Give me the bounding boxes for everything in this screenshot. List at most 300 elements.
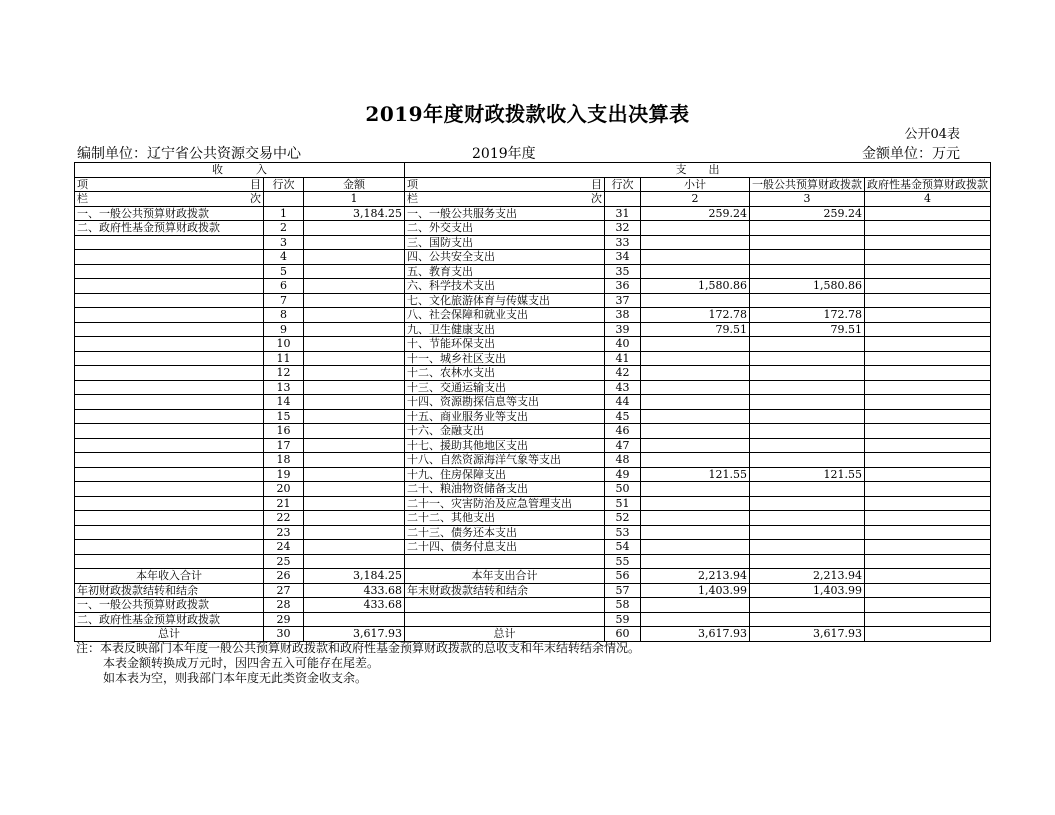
income-line-no-cell: 4 [264, 250, 304, 265]
income-amount-cell [304, 351, 405, 366]
income-line-no-cell: 22 [264, 511, 304, 526]
income-item-cell [75, 308, 264, 323]
income-col-label: 栏 次 [75, 192, 264, 207]
page-title: 2019年度财政拨款收入支出决算表 [365, 102, 690, 126]
expense-general-cell: 172.78 [750, 308, 865, 323]
header-row-colno [75, 192, 991, 207]
expense-item-cell: 二十二、其他支出 [405, 511, 605, 526]
expense-item-cell [405, 598, 605, 613]
expense-line-no-cell: 45 [605, 409, 641, 424]
income-line-no-cell: 14 [264, 395, 304, 410]
expense-subtotal-cell: 121.55 [641, 467, 750, 482]
expense-subtotal-cell [641, 453, 750, 468]
expense-line-header: 行次 [605, 177, 641, 192]
expense-general-cell [750, 380, 865, 395]
table-row [75, 366, 991, 381]
income-line-no-cell: 11 [264, 351, 304, 366]
income-item-cell [75, 380, 264, 395]
income-amount-cell [304, 380, 405, 395]
expense-fund-cell [865, 409, 991, 424]
expense-subtotal-cell [641, 554, 750, 569]
expense-general-cell [750, 496, 865, 511]
table-row [75, 569, 991, 584]
expense-general-cell: 3,617.93 [750, 627, 865, 642]
expense-header: 支 出 [405, 163, 991, 178]
expense-subtotal-cell: 1,403.99 [641, 583, 750, 598]
income-amount-cell [304, 612, 405, 627]
expense-line-no-cell: 32 [605, 221, 641, 236]
income-amount-cell [304, 337, 405, 352]
expense-subtotal-cell [641, 250, 750, 265]
expense-fund-cell [865, 380, 991, 395]
expense-item-cell: 六、科学技术支出 [405, 279, 605, 294]
table-row [75, 351, 991, 366]
expense-line-no-cell: 52 [605, 511, 641, 526]
expense-subtotal-cell [641, 351, 750, 366]
expense-general-cell [750, 525, 865, 540]
income-line-no-cell: 15 [264, 409, 304, 424]
income-item-cell: 一、一般公共预算财政拨款 [75, 206, 264, 221]
income-amount-cell [304, 467, 405, 482]
income-item-cell [75, 366, 264, 381]
income-amount-cell [304, 511, 405, 526]
expense-general-cell: 1,403.99 [750, 583, 865, 598]
expense-subtotal-cell [641, 366, 750, 381]
expense-item-cell: 十四、资源勘探信息等支出 [405, 395, 605, 410]
expense-fund-cell [865, 366, 991, 381]
income-item-cell [75, 482, 264, 497]
expense-general-cell [750, 453, 865, 468]
expense-fund-cell [865, 525, 991, 540]
expense-general-cell [750, 598, 865, 613]
income-line-no-cell: 7 [264, 293, 304, 308]
expense-general-cell [750, 511, 865, 526]
table-row [75, 554, 991, 569]
header-row-columns [75, 177, 991, 192]
table-row [75, 482, 991, 497]
expense-fund-header: 政府性基金预算财政拨款 [865, 177, 991, 192]
compiling-unit: 编制单位：辽宁省公共资源交易中心 [77, 146, 301, 162]
expense-general-cell [750, 293, 865, 308]
income-amount-cell: 433.68 [304, 598, 405, 613]
expense-subtotal-cell [641, 598, 750, 613]
expense-line-no-cell: 59 [605, 612, 641, 627]
table-row [75, 221, 991, 236]
income-line-no-cell: 25 [264, 554, 304, 569]
table-row [75, 511, 991, 526]
note-2: 本表金额转换成万元时，因四舍五入可能存在尾差。 [103, 656, 380, 670]
table-row [75, 264, 991, 279]
expense-general-cell [750, 612, 865, 627]
expense-general-cell: 1,580.86 [750, 279, 865, 294]
income-line-no-cell: 26 [264, 569, 304, 584]
income-line-no-cell: 2 [264, 221, 304, 236]
income-line-no-cell: 20 [264, 482, 304, 497]
expense-fund-cell [865, 627, 991, 642]
income-amount-cell [304, 322, 405, 337]
expense-item-cell: 九、卫生健康支出 [405, 322, 605, 337]
income-amount-cell: 3,184.25 [304, 206, 405, 221]
expense-fund-cell [865, 206, 991, 221]
income-amount-cell [304, 293, 405, 308]
income-amount-header: 金额 [304, 177, 405, 192]
expense-line-no-cell: 60 [605, 627, 641, 642]
expense-fund-cell [865, 511, 991, 526]
expense-line-no-cell: 46 [605, 424, 641, 439]
expense-fund-cell [865, 598, 991, 613]
income-item-cell [75, 525, 264, 540]
income-amount-cell [304, 424, 405, 439]
income-amount-cell [304, 221, 405, 236]
income-item-cell [75, 293, 264, 308]
income-amount-cell [304, 264, 405, 279]
income-amount-cell: 3,617.93 [304, 627, 405, 642]
income-amount-cell [304, 554, 405, 569]
expense-fund-cell [865, 322, 991, 337]
expense-subtotal-cell [641, 264, 750, 279]
income-item-cell [75, 279, 264, 294]
expense-line-no-cell: 56 [605, 569, 641, 584]
income-item-cell: 二、政府性基金预算财政拨款 [75, 612, 264, 627]
expense-subtotal-cell: 172.78 [641, 308, 750, 323]
income-item-cell [75, 250, 264, 265]
budget-table [74, 162, 991, 642]
income-item-cell [75, 322, 264, 337]
expense-fund-cell [865, 438, 991, 453]
income-col-amount: 1 [304, 192, 405, 207]
income-amount-cell [304, 453, 405, 468]
income-item-cell: 一、一般公共预算财政拨款 [75, 598, 264, 613]
table-row [75, 293, 991, 308]
income-item-cell: 总计 [75, 627, 264, 642]
table-row [75, 598, 991, 613]
expense-line-no-cell: 42 [605, 366, 641, 381]
expense-general-cell [750, 337, 865, 352]
income-item-cell: 年初财政拨款结转和结余 [75, 583, 264, 598]
income-amount-cell [304, 540, 405, 555]
expense-fund-cell [865, 221, 991, 236]
expense-item-cell: 十八、自然资源海洋气象等支出 [405, 453, 605, 468]
income-item-cell [75, 554, 264, 569]
expense-fund-cell [865, 293, 991, 308]
table-row [75, 583, 991, 598]
income-line-no-cell: 29 [264, 612, 304, 627]
income-item-cell [75, 453, 264, 468]
income-item-cell: 本年收入合计 [75, 569, 264, 584]
expense-general-cell [750, 409, 865, 424]
table-row [75, 612, 991, 627]
income-line-no-cell: 16 [264, 424, 304, 439]
expense-general-cell [750, 438, 865, 453]
expense-item-cell: 十三、交通运输支出 [405, 380, 605, 395]
expense-line-no-cell: 40 [605, 337, 641, 352]
expense-subtotal-cell [641, 511, 750, 526]
expense-line-no-cell: 53 [605, 525, 641, 540]
expense-subtotal-cell: 1,580.86 [641, 279, 750, 294]
table-row [75, 496, 991, 511]
expense-general-cell: 121.55 [750, 467, 865, 482]
income-line-no-cell: 9 [264, 322, 304, 337]
expense-general-cell [750, 250, 865, 265]
expense-fund-cell [865, 395, 991, 410]
expense-line-no-cell: 37 [605, 293, 641, 308]
income-item-cell: 二、政府性基金预算财政拨款 [75, 221, 264, 236]
expense-item-cell: 四、公共安全支出 [405, 250, 605, 265]
expense-subtotal-cell [641, 337, 750, 352]
expense-line-no-cell: 31 [605, 206, 641, 221]
table-row [75, 424, 991, 439]
table-row [75, 540, 991, 555]
expense-subtotal-cell: 259.24 [641, 206, 750, 221]
income-item-cell [75, 409, 264, 424]
expense-subtotal-cell [641, 424, 750, 439]
table-row [75, 322, 991, 337]
expense-fund-cell [865, 351, 991, 366]
form-number: 公开04表 [904, 127, 960, 142]
expense-general-cell [750, 540, 865, 555]
income-amount-cell [304, 525, 405, 540]
income-line-no-cell: 5 [264, 264, 304, 279]
expense-item-cell: 十六、金融支出 [405, 424, 605, 439]
expense-line-no-cell: 47 [605, 438, 641, 453]
expense-item-cell: 年末财政拨款结转和结余 [405, 583, 605, 598]
expense-item-cell: 八、社会保障和就业支出 [405, 308, 605, 323]
expense-general-cell [750, 395, 865, 410]
expense-subtotal-cell [641, 612, 750, 627]
expense-fund-cell [865, 612, 991, 627]
income-amount-cell [304, 496, 405, 511]
income-line-no-cell: 21 [264, 496, 304, 511]
expense-line-no-cell: 48 [605, 453, 641, 468]
table-row [75, 467, 991, 482]
expense-fund-cell [865, 337, 991, 352]
note-3: 如本表为空，则我部门本年度无此类资金收支余。 [103, 671, 368, 685]
expense-fund-cell [865, 467, 991, 482]
expense-subtotal-cell [641, 293, 750, 308]
income-amount-cell [304, 250, 405, 265]
expense-general-cell: 259.24 [750, 206, 865, 221]
expense-subtotal-cell [641, 525, 750, 540]
income-amount-cell: 433.68 [304, 583, 405, 598]
table-row [75, 308, 991, 323]
expense-subtotal-cell: 3,617.93 [641, 627, 750, 642]
table-row [75, 279, 991, 294]
expense-line-no-cell: 57 [605, 583, 641, 598]
notes [76, 641, 640, 686]
income-item-cell [75, 337, 264, 352]
income-line-no-cell: 13 [264, 380, 304, 395]
expense-general-cell [750, 221, 865, 236]
income-line-no-cell: 8 [264, 308, 304, 323]
expense-item-header: 项 目 [405, 177, 605, 192]
expense-line-no-cell: 50 [605, 482, 641, 497]
expense-col-general: 3 [750, 192, 865, 207]
expense-item-cell: 五、教育支出 [405, 264, 605, 279]
expense-general-cell [750, 482, 865, 497]
expense-general-cell [750, 424, 865, 439]
expense-line-no-cell: 35 [605, 264, 641, 279]
income-amount-cell [304, 395, 405, 410]
expense-line-no-cell: 39 [605, 322, 641, 337]
expense-subtotal-cell [641, 482, 750, 497]
expense-item-cell [405, 554, 605, 569]
expense-line-no-cell: 34 [605, 250, 641, 265]
income-col-line [264, 192, 304, 207]
expense-general-cell [750, 366, 865, 381]
income-item-cell [75, 540, 264, 555]
expense-fund-cell [865, 264, 991, 279]
income-line-no-cell: 1 [264, 206, 304, 221]
table-row [75, 438, 991, 453]
table-row [75, 395, 991, 410]
expense-fund-cell [865, 496, 991, 511]
income-line-no-cell: 28 [264, 598, 304, 613]
expense-item-cell: 十一、城乡社区支出 [405, 351, 605, 366]
note-1: 注：本表反映部门本年度一般公共预算财政拨款和政府性基金预算财政拨款的总收支和年末结转结余情况。 [76, 641, 641, 655]
income-line-header: 行次 [264, 177, 304, 192]
income-amount-cell [304, 438, 405, 453]
income-amount-cell [304, 482, 405, 497]
expense-line-no-cell: 54 [605, 540, 641, 555]
expense-general-header: 一般公共预算财政拨款 [750, 177, 865, 192]
income-item-cell [75, 235, 264, 250]
fiscal-year: 2019年度 [472, 146, 536, 162]
expense-fund-cell [865, 424, 991, 439]
expense-subtotal-cell: 2,213.94 [641, 569, 750, 584]
expense-subtotal-cell [641, 380, 750, 395]
table-row [75, 409, 991, 424]
expense-line-no-cell: 49 [605, 467, 641, 482]
expense-item-cell: 七、文化旅游体育与传媒支出 [405, 293, 605, 308]
expense-item-cell: 十、节能环保支出 [405, 337, 605, 352]
expense-line-no-cell: 51 [605, 496, 641, 511]
income-item-header: 项 目 [75, 177, 264, 192]
income-line-no-cell: 30 [264, 627, 304, 642]
expense-line-no-cell: 43 [605, 380, 641, 395]
table-row [75, 250, 991, 265]
income-item-cell [75, 264, 264, 279]
table-row [75, 627, 991, 642]
expense-fund-cell [865, 453, 991, 468]
expense-general-cell [750, 351, 865, 366]
expense-subtotal-cell [641, 395, 750, 410]
income-amount-cell: 3,184.25 [304, 569, 405, 584]
income-line-no-cell: 12 [264, 366, 304, 381]
expense-line-no-cell: 44 [605, 395, 641, 410]
income-line-no-cell: 24 [264, 540, 304, 555]
expense-general-cell [750, 264, 865, 279]
expense-fund-cell [865, 482, 991, 497]
expense-general-cell: 79.51 [750, 322, 865, 337]
expense-fund-cell [865, 569, 991, 584]
expense-fund-cell [865, 554, 991, 569]
income-item-cell [75, 511, 264, 526]
expense-subtotal-header: 小计 [641, 177, 750, 192]
expense-general-cell [750, 554, 865, 569]
expense-item-cell: 三、国防支出 [405, 235, 605, 250]
expense-item-cell: 总计 [405, 627, 605, 642]
expense-col-line [605, 192, 641, 207]
expense-fund-cell [865, 540, 991, 555]
expense-item-cell: 二、外交支出 [405, 221, 605, 236]
expense-general-cell [750, 235, 865, 250]
income-line-no-cell: 27 [264, 583, 304, 598]
income-line-no-cell: 10 [264, 337, 304, 352]
expense-subtotal-cell [641, 438, 750, 453]
table-row [75, 525, 991, 540]
table-row [75, 380, 991, 395]
expense-item-cell: 二十、粮油物资储备支出 [405, 482, 605, 497]
income-amount-cell [304, 366, 405, 381]
income-item-cell [75, 467, 264, 482]
expense-line-no-cell: 33 [605, 235, 641, 250]
table-row [75, 453, 991, 468]
expense-col-fund: 4 [865, 192, 991, 207]
income-line-no-cell: 17 [264, 438, 304, 453]
income-line-no-cell: 23 [264, 525, 304, 540]
expense-line-no-cell: 36 [605, 279, 641, 294]
income-amount-cell [304, 409, 405, 424]
expense-fund-cell [865, 279, 991, 294]
expense-col-subtotal: 2 [641, 192, 750, 207]
table-row [75, 235, 991, 250]
expense-line-no-cell: 55 [605, 554, 641, 569]
expense-item-cell: 一、一般公共服务支出 [405, 206, 605, 221]
expense-item-cell: 十九、住房保障支出 [405, 467, 605, 482]
income-item-cell [75, 438, 264, 453]
expense-subtotal-cell [641, 235, 750, 250]
income-header: 收 入 [75, 163, 405, 178]
income-item-cell [75, 395, 264, 410]
expense-subtotal-cell [641, 496, 750, 511]
table-row [75, 206, 991, 221]
income-item-cell [75, 424, 264, 439]
expense-subtotal-cell [641, 409, 750, 424]
income-amount-cell [304, 308, 405, 323]
expense-col-label: 栏 次 [405, 192, 605, 207]
expense-fund-cell [865, 250, 991, 265]
expense-item-cell: 二十一、灾害防治及应急管理支出 [405, 496, 605, 511]
expense-fund-cell [865, 308, 991, 323]
expense-subtotal-cell [641, 221, 750, 236]
expense-fund-cell [865, 235, 991, 250]
expense-item-cell [405, 612, 605, 627]
income-item-cell [75, 496, 264, 511]
expense-line-no-cell: 41 [605, 351, 641, 366]
expense-item-cell: 十七、援助其他地区支出 [405, 438, 605, 453]
income-amount-cell [304, 279, 405, 294]
expense-item-cell: 二十三、债务还本支出 [405, 525, 605, 540]
expense-subtotal-cell [641, 540, 750, 555]
income-item-cell [75, 351, 264, 366]
header-row-section [75, 163, 991, 178]
amount-unit: 金额单位：万元 [862, 146, 960, 162]
income-line-no-cell: 3 [264, 235, 304, 250]
table-row [75, 337, 991, 352]
expense-subtotal-cell: 79.51 [641, 322, 750, 337]
expense-item-cell: 二十四、债务付息支出 [405, 540, 605, 555]
income-amount-cell [304, 235, 405, 250]
income-line-no-cell: 19 [264, 467, 304, 482]
expense-item-cell: 十五、商业服务业等支出 [405, 409, 605, 424]
expense-item-cell: 本年支出合计 [405, 569, 605, 584]
expense-item-cell: 十二、农林水支出 [405, 366, 605, 381]
expense-general-cell: 2,213.94 [750, 569, 865, 584]
income-line-no-cell: 6 [264, 279, 304, 294]
expense-line-no-cell: 58 [605, 598, 641, 613]
income-line-no-cell: 18 [264, 453, 304, 468]
expense-line-no-cell: 38 [605, 308, 641, 323]
